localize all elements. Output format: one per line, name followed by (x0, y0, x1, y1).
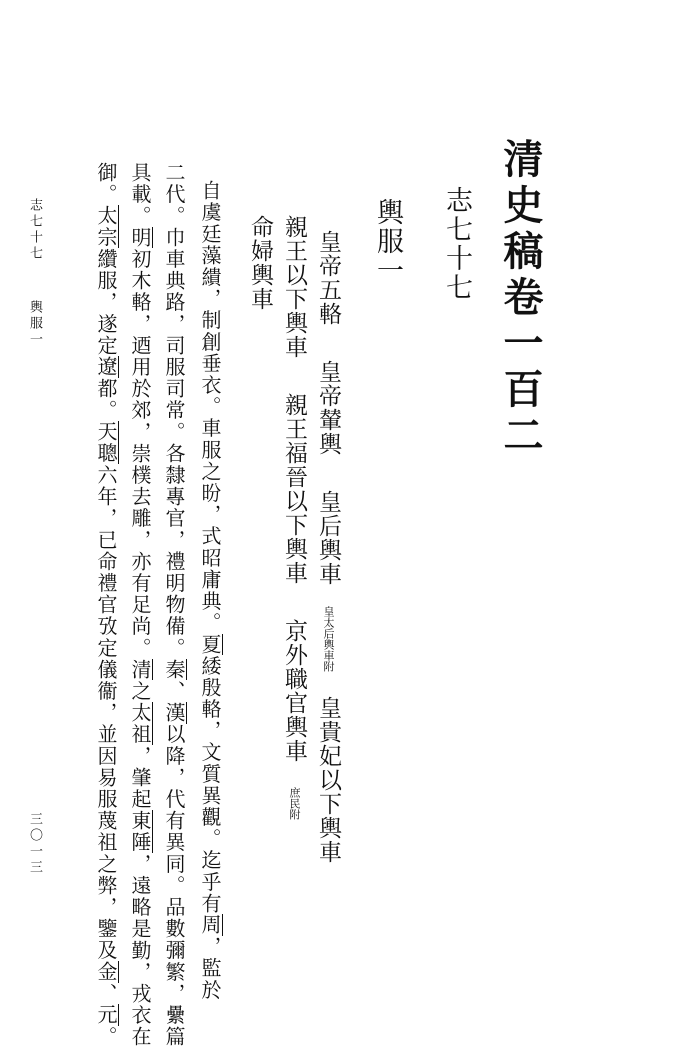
proper-name: 元 (94, 1004, 118, 1027)
proper-name: 東陲 (128, 810, 152, 854)
toc-item: 皇后輿車 (315, 490, 341, 586)
section-title: 輿服一 (372, 198, 403, 285)
proper-name: 太祖 (128, 702, 152, 746)
toc-item: 皇帝輦輿 (315, 360, 341, 456)
proper-name: 漢 (162, 702, 186, 724)
proper-name: 秦 (162, 658, 186, 681)
toc-item: 命婦輿車 (247, 215, 273, 311)
body-column-2: 二代。巾車典路，司服司常。各隸專官，禮明物備。秦、漢以降，代有異同。品數彌繁，纍篇 (162, 162, 186, 1048)
footer-treatise: 志七十七 (27, 198, 42, 262)
footer-section: 輿服一 (27, 300, 42, 348)
body-column-1: 自虞廷藻繢，制創垂衣。車服之昐，式昭庸典。夏緌殷輅，文質異觀。迄乎有周，監於 (198, 180, 222, 1001)
toc-note: 皇太后輿車附 (322, 606, 335, 672)
proper-name: 天聰 (94, 421, 118, 465)
toc-item: 親王以下輿車 (281, 215, 307, 359)
body-column-4: 御。太宗纘服，遂定遼都。天聰六年，已命禮官攷定儀衞，並因易服蔑祖之弊，鑒及金、元。 (94, 162, 118, 1048)
proper-name: 夏 (198, 633, 222, 656)
toc-line-3 (248, 215, 271, 327)
proper-name: 遼 (94, 356, 118, 379)
toc-item: 京外職官輿車 (281, 619, 307, 763)
body-column-3: 具載。明初木輅，迺用於郊，崇樸去雕，亦有足尚。清之太祖，肇起東陲，遠略是勤，戎衣在 (128, 162, 152, 1048)
proper-name: 周 (198, 914, 222, 937)
treatise-number: 志七十七 (441, 186, 472, 302)
toc-item: 皇貴妃以下輿車 (315, 696, 341, 864)
proper-name: 太宗 (94, 205, 118, 249)
proper-name: 明 (128, 226, 152, 249)
page-title: 清史稿卷一百二 (497, 138, 544, 460)
toc-item: 皇帝五輅 (315, 230, 341, 326)
toc-note: 庶民附 (288, 787, 301, 820)
proper-name: 金 (94, 961, 118, 983)
toc-line-1 (316, 230, 339, 880)
proper-name: 清 (128, 658, 152, 681)
toc-line-2 (282, 215, 305, 820)
page-number: 三〇一三 (27, 812, 42, 876)
toc-item: 親王福晉以下輿車 (281, 393, 307, 585)
